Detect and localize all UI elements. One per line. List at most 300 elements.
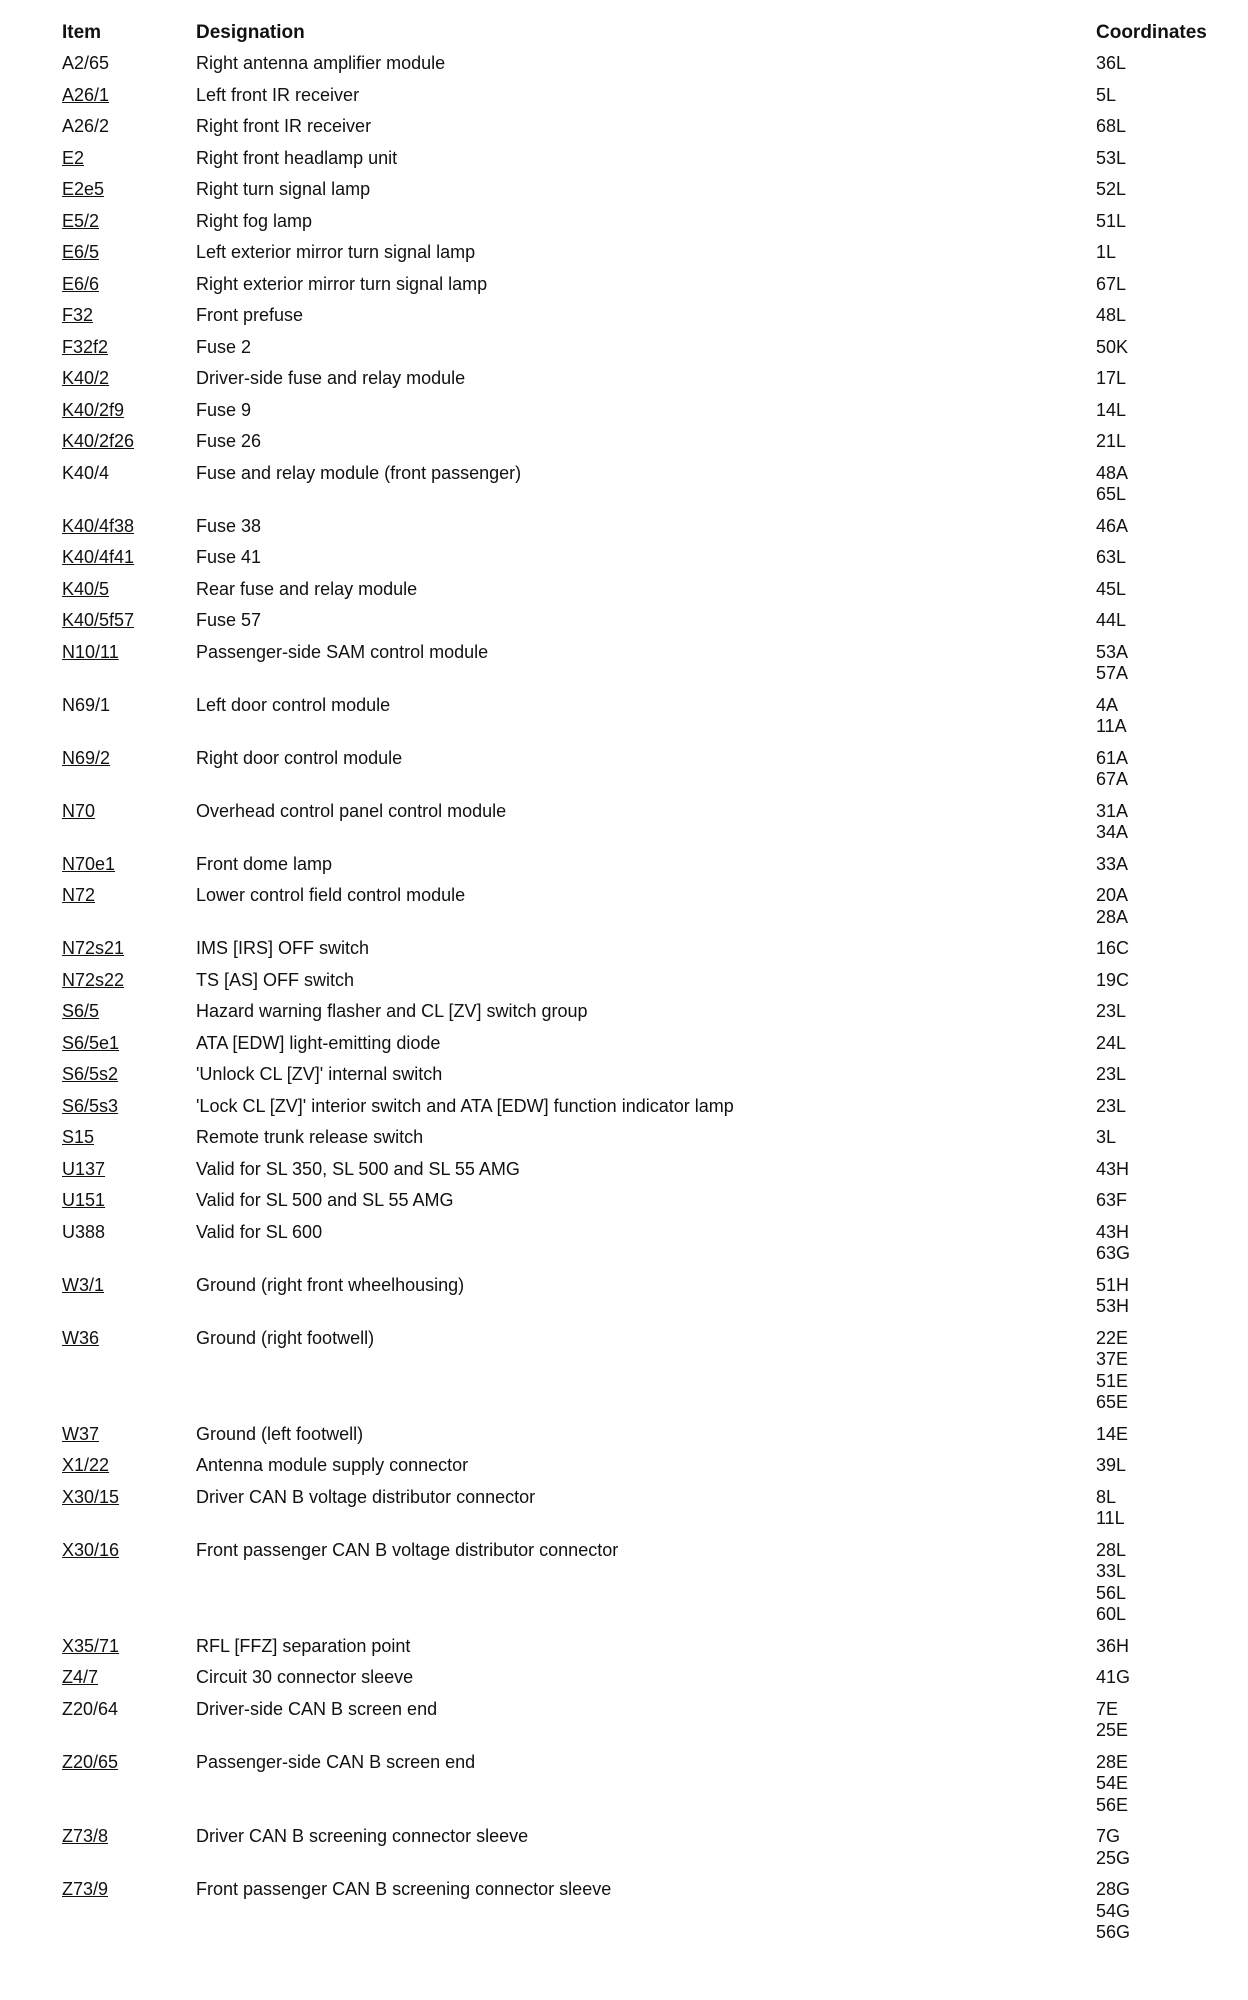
designation-cell: Ground (right front wheelhousing) (196, 1274, 465, 1295)
coordinate-value: 39L (1096, 1455, 1127, 1475)
designation-cell: Ground (right footwell) (196, 1327, 375, 1348)
designation-cell: Passenger-side SAM control module (196, 641, 489, 662)
designation-cell: Right front headlamp unit (196, 147, 398, 168)
item-cell (52, 1482, 186, 1535)
table-row (52, 574, 1238, 606)
item-cell (52, 511, 186, 543)
table-row (52, 690, 1238, 743)
coordinates-cell (1086, 880, 1238, 933)
item-link[interactable]: K40/5f57 (62, 610, 135, 630)
designation-cell: Passenger-side CAN B screen end (196, 1751, 476, 1772)
designation-cell: Valid for SL 600 (196, 1221, 323, 1242)
coordinate-value: 36L (1096, 53, 1127, 73)
item-cell (52, 206, 186, 238)
coordinate-value: 68L (1096, 116, 1127, 136)
designation-cell: Valid for SL 500 and SL 55 AMG (196, 1190, 454, 1210)
coordinates-cell (1086, 1091, 1238, 1123)
coordinate-value: 33A (1096, 853, 1129, 874)
coordinate-value: 1L (1096, 242, 1117, 262)
item-link[interactable]: N10/11 (62, 641, 119, 662)
coordinate-value: 22E (1096, 1327, 1129, 1348)
item-link[interactable]: Z73/9 (62, 1879, 109, 1899)
table-row (52, 996, 1238, 1028)
item-cell (52, 542, 186, 574)
coordinate-value: 44L (1096, 610, 1127, 630)
designation-cell: Remote trunk release switch (196, 1127, 424, 1147)
table-row (52, 511, 1238, 543)
table-row (52, 1821, 1238, 1874)
designation-cell: Front passenger CAN B screening connector sleeve (196, 1879, 612, 1899)
item-cell (52, 637, 186, 690)
designation-cell: Right door control module (196, 747, 403, 768)
coordinates-cell (1086, 237, 1238, 269)
designation-cell: Fuse 41 (196, 547, 262, 567)
table-row (52, 1450, 1238, 1482)
table-row (52, 1154, 1238, 1186)
item-cell (52, 111, 186, 143)
item-header: Item (62, 22, 102, 43)
coordinates-cell (1086, 1821, 1238, 1874)
table-row (52, 1631, 1238, 1663)
coordinates-cell (1086, 796, 1238, 849)
coordinate-value: 20A (1096, 885, 1129, 905)
coordinate-value: 54G (1096, 1900, 1131, 1921)
coordinate-value: 46A (1096, 515, 1129, 536)
item-label: Z20/64 (62, 1698, 119, 1719)
coordinate-value: 67L (1096, 273, 1127, 294)
table-row (52, 1185, 1238, 1217)
item-cell (52, 1662, 186, 1694)
table-row (52, 426, 1238, 458)
table-row (52, 1217, 1238, 1270)
designation-cell: Driver CAN B voltage distributor connector (196, 1486, 536, 1507)
item-cell (52, 1821, 186, 1874)
item-link[interactable]: K40/2 (62, 368, 110, 388)
coordinates-cell (1086, 269, 1238, 301)
coordinate-value: 43H (1096, 1158, 1130, 1179)
coordinates-cell (1086, 395, 1238, 427)
item-link[interactable]: K40/2f26 (62, 431, 135, 451)
designation-cell: Fuse 26 (196, 431, 262, 451)
coordinates-cell (1086, 363, 1238, 395)
coordinate-value: 19C (1096, 969, 1130, 990)
table-row (52, 1662, 1238, 1694)
coordinate-value: 53A (1096, 641, 1129, 662)
item-link[interactable]: Z4/7 (62, 1667, 99, 1687)
coordinates-cell (1086, 143, 1238, 175)
item-cell (52, 269, 186, 301)
item-link[interactable]: E2 (62, 147, 85, 168)
designation-cell: Right fog lamp (196, 210, 313, 231)
coordinate-value: 31A (1096, 800, 1129, 821)
item-cell (52, 743, 186, 796)
item-cell (52, 690, 186, 743)
item-cell (52, 332, 186, 364)
coordinate-value: 21L (1096, 431, 1127, 451)
designation-cell: Left exterior mirror turn signal lamp (196, 242, 476, 262)
coordinates-cell (1086, 1270, 1238, 1323)
coordinates-cell (1086, 1323, 1238, 1419)
designation-cell: Valid for SL 350, SL 500 and SL 55 AMG (196, 1158, 520, 1179)
item-cell (52, 1028, 186, 1060)
item-link[interactable]: N70e1 (62, 853, 116, 874)
item-cell (52, 1874, 186, 1949)
item-link[interactable]: S6/5e1 (62, 1032, 120, 1053)
item-link[interactable]: K40/2f9 (62, 399, 125, 420)
designation-cell: Right front IR receiver (196, 116, 372, 136)
table-row (52, 269, 1238, 301)
designation-cell: Right antenna amplifier module (196, 53, 446, 73)
item-link[interactable]: U151 (62, 1190, 106, 1210)
table-row (52, 743, 1238, 796)
table-row (52, 849, 1238, 881)
item-label: N69/1 (62, 694, 111, 715)
item-cell (52, 1270, 186, 1323)
coordinate-value: 48A (1096, 462, 1129, 483)
item-link[interactable]: K40/4f41 (62, 547, 135, 567)
item-cell (52, 1631, 186, 1663)
table-body (52, 48, 1238, 1949)
coordinate-value: 51H (1096, 1274, 1130, 1295)
table-row (52, 458, 1238, 511)
coordinates-cell (1086, 1419, 1238, 1451)
coordinate-value: 7E (1096, 1698, 1119, 1719)
table-row (52, 363, 1238, 395)
item-link[interactable]: S6/5 (62, 1001, 100, 1021)
coordinates-cell (1086, 1185, 1238, 1217)
item-link[interactable]: E2e5 (62, 179, 105, 199)
coordinate-value: 5L (1096, 84, 1117, 105)
item-link[interactable]: N72s21 (62, 938, 125, 958)
table-row (52, 1874, 1238, 1949)
item-cell (52, 1122, 186, 1154)
item-link[interactable]: Z20/65 (62, 1751, 119, 1772)
item-cell (52, 48, 186, 80)
item-cell (52, 1185, 186, 1217)
coordinate-value: 67A (1096, 769, 1129, 789)
table-row (52, 605, 1238, 637)
designation-cell: Driver CAN B screening connector sleeve (196, 1826, 529, 1846)
coordinate-value: 28G (1096, 1879, 1131, 1899)
coordinates-cell (1086, 574, 1238, 606)
coordinate-value: 56G (1096, 1922, 1131, 1942)
item-cell (52, 1694, 186, 1747)
coordinates-cell (1086, 1482, 1238, 1535)
table-row (52, 143, 1238, 175)
item-cell (52, 363, 186, 395)
designation-cell: Overhead control panel control module (196, 800, 507, 821)
table-row (52, 237, 1238, 269)
coordinate-value: 65L (1096, 484, 1127, 504)
table-row (52, 1535, 1238, 1631)
table-row (52, 1270, 1238, 1323)
coordinate-value: 65E (1096, 1392, 1129, 1412)
coordinate-value: 11A (1096, 716, 1127, 736)
coordinate-value: 63F (1096, 1190, 1128, 1210)
coordinate-value: 43H (1096, 1221, 1130, 1242)
coordinate-value: 14L (1096, 399, 1127, 420)
table-row (52, 1323, 1238, 1419)
item-link[interactable]: X30/15 (62, 1486, 120, 1507)
item-cell (52, 965, 186, 997)
item-link[interactable]: X35/71 (62, 1635, 120, 1656)
table-row (52, 1059, 1238, 1091)
coordinate-value: 60L (1096, 1604, 1127, 1624)
coordinates-cell (1086, 206, 1238, 238)
coordinates-cell (1086, 1535, 1238, 1631)
coordinates-cell (1086, 996, 1238, 1028)
item-cell (52, 574, 186, 606)
designation-cell: Driver-side CAN B screen end (196, 1698, 438, 1719)
coordinate-value: 34A (1096, 822, 1129, 842)
coordinate-value: 33L (1096, 1561, 1127, 1581)
coordinate-value: 28L (1096, 1539, 1127, 1560)
coordinates-cell (1086, 1122, 1238, 1154)
coordinate-value: 37E (1096, 1349, 1129, 1369)
table-row (52, 332, 1238, 364)
coordinates-cell (1086, 1059, 1238, 1091)
coordinate-value: 57A (1096, 663, 1129, 683)
designation-cell: TS [AS] OFF switch (196, 969, 355, 990)
item-cell (52, 996, 186, 1028)
coordinates-cell (1086, 458, 1238, 511)
designation-cell: Right exterior mirror turn signal lamp (196, 273, 488, 294)
item-link[interactable]: K40/5 (62, 578, 110, 599)
coordinate-value: 14E (1096, 1423, 1129, 1444)
item-link[interactable]: F32 (62, 305, 94, 325)
item-link[interactable]: W36 (62, 1327, 100, 1348)
designation-cell: Rear fuse and relay module (196, 578, 418, 599)
component-table (52, 14, 1238, 1949)
item-cell (52, 1217, 186, 1270)
table-row (52, 965, 1238, 997)
item-cell (52, 80, 186, 112)
item-cell (52, 1091, 186, 1123)
item-cell (52, 1535, 186, 1631)
item-label: A26/2 (62, 116, 110, 136)
item-cell (52, 933, 186, 965)
coordinate-value: 41G (1096, 1667, 1131, 1687)
designation-cell: Antenna module supply connector (196, 1455, 469, 1475)
item-cell (52, 796, 186, 849)
table-row (52, 48, 1238, 80)
item-cell (52, 1747, 186, 1822)
coordinate-value: 4A (1096, 694, 1119, 715)
coordinate-value: 48L (1096, 305, 1127, 325)
coordinate-value: 23L (1096, 1064, 1127, 1084)
item-link[interactable]: F32f2 (62, 336, 109, 357)
item-cell (52, 1450, 186, 1482)
table-row (52, 1419, 1238, 1451)
table-row (52, 933, 1238, 965)
header-row (52, 14, 1238, 48)
item-link[interactable]: N69/2 (62, 747, 111, 768)
designation-cell: 'Unlock CL [ZV]' internal switch (196, 1064, 443, 1084)
coordinates-cell (1086, 933, 1238, 965)
coordinate-value: 56L (1096, 1582, 1127, 1603)
coordinates-cell (1086, 1662, 1238, 1694)
coordinates-cell (1086, 1028, 1238, 1060)
item-link[interactable]: Z73/8 (62, 1826, 109, 1846)
coordinate-value: 23L (1096, 1001, 1127, 1021)
designation-cell: Left front IR receiver (196, 84, 360, 105)
designation-cell: Fuse 57 (196, 610, 262, 630)
coordinate-value: 24L (1096, 1032, 1127, 1053)
coordinates-cell (1086, 542, 1238, 574)
table-row (52, 796, 1238, 849)
coordinates-cell (1086, 1154, 1238, 1186)
coordinates-cell (1086, 511, 1238, 543)
coordinates-cell (1086, 1217, 1238, 1270)
coordinates-cell (1086, 690, 1238, 743)
designation-cell: Front passenger CAN B voltage distributor connector (196, 1539, 619, 1560)
coordinate-value: 52L (1096, 179, 1127, 199)
coordinate-value: 51E (1096, 1370, 1129, 1391)
table-row (52, 1091, 1238, 1123)
item-link[interactable]: S6/5s3 (62, 1095, 119, 1116)
coordinates-cell (1086, 332, 1238, 364)
item-link[interactable]: K40/4f38 (62, 515, 135, 536)
designation-cell: Fuse and relay module (front passenger) (196, 462, 522, 483)
designation-cell: Lower control field control module (196, 885, 466, 905)
table-row (52, 880, 1238, 933)
table-row (52, 637, 1238, 690)
coordinate-value: 51L (1096, 210, 1127, 231)
coordinate-value: 11L (1096, 1508, 1125, 1528)
coordinates-cell (1086, 174, 1238, 206)
item-cell (52, 1323, 186, 1419)
designation-header: Designation (196, 22, 305, 43)
item-link[interactable]: W3/1 (62, 1274, 105, 1295)
item-link[interactable]: E6/6 (62, 273, 100, 294)
item-link[interactable]: E5/2 (62, 210, 100, 231)
designation-cell: Hazard warning flasher and CL [ZV] switch group (196, 1001, 588, 1021)
coordinate-value: 25G (1096, 1847, 1131, 1868)
coordinates-header: Coordinates (1096, 22, 1207, 43)
coordinates-cell (1086, 426, 1238, 458)
item-link[interactable]: U137 (62, 1158, 106, 1179)
table-row (52, 1482, 1238, 1535)
item-link[interactable]: W37 (62, 1423, 100, 1444)
item-label: U388 (62, 1221, 106, 1242)
coordinates-cell (1086, 111, 1238, 143)
item-cell (52, 605, 186, 637)
designation-cell: Fuse 9 (196, 399, 252, 420)
designation-cell: Driver-side fuse and relay module (196, 368, 466, 388)
item-label: K40/4 (62, 462, 110, 483)
coordinate-value: 56E (1096, 1794, 1129, 1815)
item-cell (52, 458, 186, 511)
coordinates-cell (1086, 80, 1238, 112)
table-row (52, 111, 1238, 143)
coordinates-cell (1086, 300, 1238, 332)
designation-cell: Front prefuse (196, 305, 304, 325)
coordinates-cell (1086, 48, 1238, 80)
table-row (52, 174, 1238, 206)
designation-cell: Front dome lamp (196, 853, 333, 874)
table-row (52, 1694, 1238, 1747)
item-cell (52, 849, 186, 881)
designation-cell: Circuit 30 connector sleeve (196, 1667, 414, 1687)
coordinates-cell (1086, 849, 1238, 881)
designation-cell: 'Lock CL [ZV]' interior switch and ATA [EDW] function indicator lamp (196, 1095, 734, 1116)
coordinate-value: 53L (1096, 147, 1127, 168)
coordinate-value: 3L (1096, 1127, 1117, 1147)
coordinate-value: 53H (1096, 1296, 1130, 1316)
designation-cell: Right turn signal lamp (196, 179, 371, 199)
coordinates-cell (1086, 1631, 1238, 1663)
table-row (52, 206, 1238, 238)
item-cell (52, 1059, 186, 1091)
coordinates-cell (1086, 965, 1238, 997)
table-row (52, 1747, 1238, 1822)
table-row (52, 1122, 1238, 1154)
coordinate-value: 45L (1096, 578, 1127, 599)
item-cell (52, 395, 186, 427)
coordinates-cell (1086, 743, 1238, 796)
table-row (52, 80, 1238, 112)
item-link[interactable]: E6/5 (62, 242, 100, 262)
item-link[interactable]: N72 (62, 885, 96, 905)
item-cell (52, 237, 186, 269)
designation-cell: Left door control module (196, 694, 391, 715)
coordinates-cell (1086, 1694, 1238, 1747)
item-link[interactable]: A26/1 (62, 84, 110, 105)
item-cell (52, 880, 186, 933)
coordinate-value: 16C (1096, 938, 1130, 958)
coordinate-value: 7G (1096, 1826, 1121, 1846)
designation-cell: Ground (left footwell) (196, 1423, 364, 1444)
coordinates-cell (1086, 1450, 1238, 1482)
coordinate-value: 17L (1096, 368, 1127, 388)
coordinates-cell (1086, 1874, 1238, 1949)
item-link[interactable]: N72s22 (62, 969, 125, 990)
coordinates-cell (1086, 605, 1238, 637)
designation-cell: Fuse 38 (196, 515, 262, 536)
coordinate-value: 8L (1096, 1486, 1117, 1507)
table-row (52, 542, 1238, 574)
designation-cell: Fuse 2 (196, 336, 252, 357)
table-row (52, 1028, 1238, 1060)
item-link[interactable]: S6/5s2 (62, 1064, 119, 1084)
item-cell (52, 300, 186, 332)
item-cell (52, 426, 186, 458)
coordinates-cell (1086, 1747, 1238, 1822)
item-cell (52, 143, 186, 175)
coordinate-value: 36H (1096, 1635, 1130, 1656)
table-row (52, 395, 1238, 427)
coordinate-value: 23L (1096, 1095, 1127, 1116)
item-link[interactable]: S15 (62, 1127, 95, 1147)
coordinate-value: 61A (1096, 747, 1129, 768)
designation-cell: RFL [FFZ] separation point (196, 1635, 411, 1656)
coordinate-value: 28E (1096, 1751, 1129, 1772)
designation-cell: IMS [IRS] OFF switch (196, 938, 370, 958)
item-link[interactable]: X30/16 (62, 1539, 120, 1560)
coordinate-value: 54E (1096, 1773, 1129, 1793)
designation-cell: ATA [EDW] light-emitting diode (196, 1032, 441, 1053)
item-link[interactable]: N70 (62, 800, 96, 821)
coordinate-value: 63G (1096, 1243, 1131, 1263)
item-link[interactable]: X1/22 (62, 1455, 110, 1475)
item-cell (52, 1154, 186, 1186)
coordinate-value: 50K (1096, 336, 1129, 357)
item-cell (52, 174, 186, 206)
item-label: A2/65 (62, 53, 110, 73)
item-cell (52, 1419, 186, 1451)
coordinate-value: 63L (1096, 547, 1127, 567)
table-row (52, 300, 1238, 332)
